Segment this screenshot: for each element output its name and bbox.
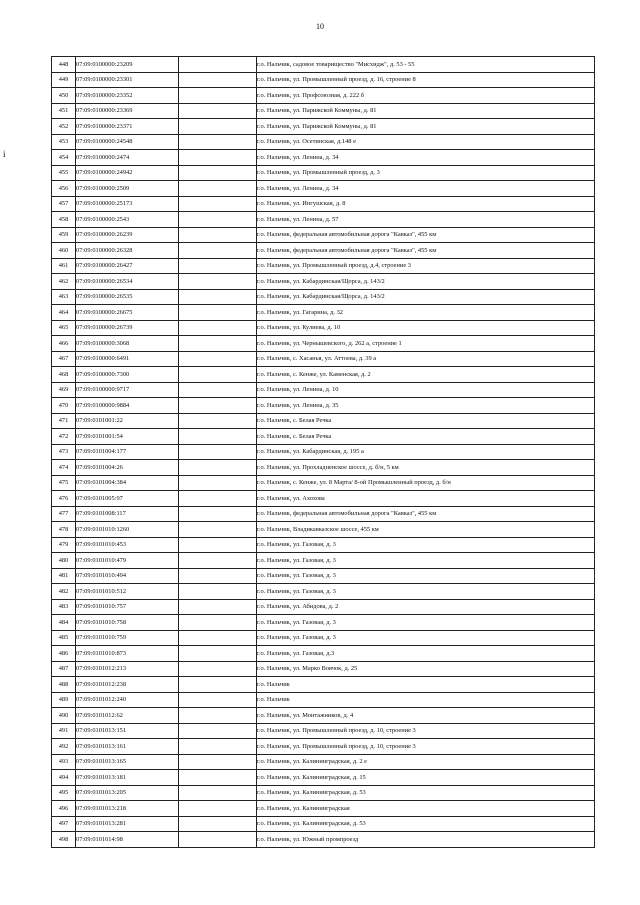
table-row <box>52 599 595 615</box>
row-number: 474 <box>52 460 76 476</box>
row-number: 483 <box>52 599 76 615</box>
address: г.о. Нальчик, с. Белая Речка <box>257 429 595 445</box>
cadastral-number: 07:09:0100000:2474 <box>76 150 179 166</box>
address: г.о. Нальчик <box>257 677 595 693</box>
page-number: 10 <box>316 22 324 31</box>
address: г.о. Нальчик, ул. Промышленный проезд, д. 16, строение 8 <box>257 72 595 88</box>
table-row <box>52 506 595 522</box>
cadastral-number: 07:09:0101014:98 <box>76 832 179 848</box>
cadastral-number: 07:09:0101013:218 <box>76 801 179 817</box>
table-row <box>52 305 595 321</box>
table-row <box>52 739 595 755</box>
table-row <box>52 785 595 801</box>
empty-cell <box>179 646 257 662</box>
empty-cell <box>179 227 257 243</box>
row-number: 455 <box>52 165 76 181</box>
row-number: 480 <box>52 553 76 569</box>
row-number: 475 <box>52 475 76 491</box>
empty-cell <box>179 460 257 476</box>
address: г.о. Нальчик, ул. Гагарина, д. 32 <box>257 305 595 321</box>
empty-cell <box>179 584 257 600</box>
cadastral-number: 07:09:0100000:23369 <box>76 103 179 119</box>
empty-cell <box>179 413 257 429</box>
cadastral-number: 07:09:0100000:26535 <box>76 289 179 305</box>
table-row <box>52 754 595 770</box>
cadastral-number: 07:09:0101001:22 <box>76 413 179 429</box>
address: г.о. Нальчик, Владикавказское шоссе, 455 км <box>257 522 595 538</box>
address: г.о. Нальчик, ул. Газовая, д. 3 <box>257 537 595 553</box>
cadastral-number: 07:09:0100000:7300 <box>76 367 179 383</box>
table-row <box>52 320 595 336</box>
empty-cell <box>179 134 257 150</box>
address: г.о. Нальчик, ул. Калининградская, д. 53 <box>257 785 595 801</box>
row-number: 481 <box>52 568 76 584</box>
address: г.о. Нальчик, ул. Газовая, д. 3 <box>257 615 595 631</box>
row-number: 457 <box>52 196 76 212</box>
cadastral-number: 07:09:0101013:161 <box>76 739 179 755</box>
address: г.о. Нальчик, ул. Промышленный проезд, д.4, строение 3 <box>257 258 595 274</box>
table-row <box>52 165 595 181</box>
address: г.о. Нальчик, ул. Ленина, д. 57 <box>257 212 595 228</box>
empty-cell <box>179 615 257 631</box>
empty-cell <box>179 444 257 460</box>
cadastral-number: 07:09:0101010:494 <box>76 568 179 584</box>
row-number: 470 <box>52 398 76 414</box>
empty-cell <box>179 196 257 212</box>
cadastral-number: 07:09:0100000:26328 <box>76 243 179 259</box>
row-number: 485 <box>52 630 76 646</box>
row-number: 468 <box>52 367 76 383</box>
address: г.о. Нальчик, ул. Ленина, д. 34 <box>257 181 595 197</box>
table-row <box>52 723 595 739</box>
table-row <box>52 537 595 553</box>
row-number: 464 <box>52 305 76 321</box>
table-row <box>52 134 595 150</box>
empty-cell <box>179 832 257 848</box>
empty-cell <box>179 785 257 801</box>
empty-cell <box>179 243 257 259</box>
table-row <box>52 444 595 460</box>
table-row <box>52 103 595 119</box>
cadastral-number: 07:09:0101001:54 <box>76 429 179 445</box>
cadastral-number: 07:09:0101004:177 <box>76 444 179 460</box>
table-row <box>52 181 595 197</box>
address: г.о. Нальчик, ул. Монтажников, д. 4 <box>257 708 595 724</box>
table-row <box>52 119 595 135</box>
address: г.о. Нальчик, ул. Ленина, д. 10 <box>257 382 595 398</box>
empty-cell <box>179 150 257 166</box>
empty-cell <box>179 165 257 181</box>
address: г.о. Нальчик, ул. Промышленный проезд, д. 10, строение 3 <box>257 723 595 739</box>
cadastral-number: 07:09:0100000:6491 <box>76 351 179 367</box>
row-number: 496 <box>52 801 76 817</box>
table-row <box>52 150 595 166</box>
row-number: 451 <box>52 103 76 119</box>
table-row <box>52 413 595 429</box>
address: г.о. Нальчик, ул. Газовая, д.3 <box>257 646 595 662</box>
empty-cell <box>179 692 257 708</box>
address: г.о. Нальчик, ул. Газовая, д. 3 <box>257 553 595 569</box>
table-row <box>52 630 595 646</box>
row-number: 463 <box>52 289 76 305</box>
table-row <box>52 429 595 445</box>
row-number: 472 <box>52 429 76 445</box>
table-row <box>52 584 595 600</box>
empty-cell <box>179 677 257 693</box>
cadastral-registry-table <box>51 56 595 848</box>
cadastral-number: 07:09:0100000:23209 <box>76 57 179 73</box>
table-row <box>52 832 595 848</box>
row-number: 479 <box>52 537 76 553</box>
empty-cell <box>179 537 257 553</box>
row-number: 493 <box>52 754 76 770</box>
row-number: 473 <box>52 444 76 460</box>
address: г.о. Нальчик, ул. Калининградская, д. 2 е <box>257 754 595 770</box>
cadastral-number: 07:09:0100000:26739 <box>76 320 179 336</box>
empty-cell <box>179 708 257 724</box>
empty-cell <box>179 553 257 569</box>
row-number: 459 <box>52 227 76 243</box>
empty-cell <box>179 336 257 352</box>
cadastral-number: 07:09:0100000:23352 <box>76 88 179 104</box>
address: г.о. Нальчик <box>257 692 595 708</box>
cadastral-number: 07:09:0101013:281 <box>76 816 179 832</box>
table-row <box>52 491 595 507</box>
empty-cell <box>179 258 257 274</box>
row-number: 466 <box>52 336 76 352</box>
cadastral-number: 07:09:0100000:25173 <box>76 196 179 212</box>
table-row <box>52 72 595 88</box>
cadastral-number: 07:09:0101012:238 <box>76 677 179 693</box>
empty-cell <box>179 491 257 507</box>
address: г.о. Нальчик, ул. Калининградская <box>257 801 595 817</box>
empty-cell <box>179 274 257 290</box>
row-number: 477 <box>52 506 76 522</box>
address: г.о. Нальчик, ул. Кабардинская/Щорса, д. 143/2 <box>257 274 595 290</box>
empty-cell <box>179 212 257 228</box>
address: г.о. Нальчик, ул. Профсоюзная, д. 222 б <box>257 88 595 104</box>
row-number: 478 <box>52 522 76 538</box>
cadastral-number: 07:09:0101010:1260 <box>76 522 179 538</box>
cadastral-number: 07:09:0101013:205 <box>76 785 179 801</box>
empty-cell <box>179 429 257 445</box>
empty-cell <box>179 522 257 538</box>
table-row <box>52 801 595 817</box>
address: г.о. Нальчик, ул. Газовая, д. 3 <box>257 630 595 646</box>
cadastral-number: 07:09:0101013:181 <box>76 770 179 786</box>
cadastral-number: 07:09:0100000:26427 <box>76 258 179 274</box>
table-row <box>52 289 595 305</box>
cadastral-number: 07:09:0101012:62 <box>76 708 179 724</box>
address: г.о. Нальчик, ул. Марко Вовчок, д. 25 <box>257 661 595 677</box>
cadastral-number: 07:09:0101013:165 <box>76 754 179 770</box>
row-number: 488 <box>52 677 76 693</box>
row-number: 490 <box>52 708 76 724</box>
address: г.о. Нальчик, с. Кенже, ул. 8 Марта/ 8-ой Промышленный проезд, д. б/н <box>257 475 595 491</box>
empty-cell <box>179 289 257 305</box>
row-number: 453 <box>52 134 76 150</box>
address: г.о. Нальчик, ул. Кабардинская/Щорса, д. 143/2 <box>257 289 595 305</box>
empty-cell <box>179 506 257 522</box>
table-row <box>52 398 595 414</box>
row-number: 486 <box>52 646 76 662</box>
table-row <box>52 522 595 538</box>
row-number: 476 <box>52 491 76 507</box>
cadastral-number: 07:09:0100000:26534 <box>76 274 179 290</box>
address: г.о. Нальчик, ул. Ингушская, д. 8 <box>257 196 595 212</box>
empty-cell <box>179 88 257 104</box>
address: г.о. Нальчик, ул. Парижской Коммуны, д. 81 <box>257 103 595 119</box>
address: г.о. Нальчик, ул. Абидова, д. 2 <box>257 599 595 615</box>
table-row <box>52 475 595 491</box>
table-row <box>52 258 595 274</box>
address: г.о. Нальчик, ул. Ленина, д. 34 <box>257 150 595 166</box>
row-number: 462 <box>52 274 76 290</box>
row-number: 495 <box>52 785 76 801</box>
cadastral-number: 07:09:0101010:758 <box>76 615 179 631</box>
row-number: 456 <box>52 181 76 197</box>
table-row <box>52 708 595 724</box>
cadastral-number: 07:09:0100000:2543 <box>76 212 179 228</box>
margin-mark: i <box>3 149 6 159</box>
table-row <box>52 196 595 212</box>
empty-cell <box>179 754 257 770</box>
empty-cell <box>179 770 257 786</box>
empty-cell <box>179 568 257 584</box>
cadastral-number: 07:09:0101012:240 <box>76 692 179 708</box>
table-row <box>52 661 595 677</box>
row-number: 460 <box>52 243 76 259</box>
empty-cell <box>179 599 257 615</box>
table-row <box>52 243 595 259</box>
empty-cell <box>179 475 257 491</box>
cadastral-number: 07:09:0100000:9884 <box>76 398 179 414</box>
table-row <box>52 615 595 631</box>
table-body <box>52 57 595 848</box>
table-row <box>52 57 595 73</box>
table-row <box>52 553 595 569</box>
address: г.о. Нальчик, с. Белая Речка <box>257 413 595 429</box>
cadastral-number: 07:09:0100000:2509 <box>76 181 179 197</box>
row-number: 449 <box>52 72 76 88</box>
cadastral-number: 07:09:0100000:9717 <box>76 382 179 398</box>
empty-cell <box>179 103 257 119</box>
address: г.о. Нальчик, федеральная автомобильная дорога "Кавказ", 455 км <box>257 243 595 259</box>
cadastral-number: 07:09:0100000:26675 <box>76 305 179 321</box>
table-row <box>52 227 595 243</box>
table-row <box>52 677 595 693</box>
row-number: 467 <box>52 351 76 367</box>
row-number: 452 <box>52 119 76 135</box>
address: г.о. Нальчик, ул. Газовая, д. 3 <box>257 584 595 600</box>
empty-cell <box>179 305 257 321</box>
cadastral-number: 07:09:0101010:512 <box>76 584 179 600</box>
empty-cell <box>179 398 257 414</box>
cadastral-number: 07:09:0101010:757 <box>76 599 179 615</box>
address: г.о. Нальчик, ул. Калининградская, д. 53 <box>257 816 595 832</box>
row-number: 484 <box>52 615 76 631</box>
address: г.о. Нальчик, ул. Кулиева, д. 10 <box>257 320 595 336</box>
table-row <box>52 568 595 584</box>
cadastral-number: 07:09:0101012:213 <box>76 661 179 677</box>
empty-cell <box>179 661 257 677</box>
row-number: 487 <box>52 661 76 677</box>
table-row <box>52 351 595 367</box>
address: г.о. Нальчик, ул. Южный промпроезд <box>257 832 595 848</box>
address: г.о. Нальчик, ул. Ахохова <box>257 491 595 507</box>
cadastral-number: 07:09:0101013:151 <box>76 723 179 739</box>
cadastral-number: 07:09:0101004:26 <box>76 460 179 476</box>
empty-cell <box>179 181 257 197</box>
cadastral-number: 07:09:0100000:3068 <box>76 336 179 352</box>
row-number: 494 <box>52 770 76 786</box>
row-number: 450 <box>52 88 76 104</box>
address: г.о. Нальчик, с. Хасанья, ул. Аттоева, д. 39 а <box>257 351 595 367</box>
address: г.о. Нальчик, ул. Ленина, д. 35 <box>257 398 595 414</box>
table-row <box>52 212 595 228</box>
address: г.о. Нальчик, ул. Парижской Коммуны, д. 81 <box>257 119 595 135</box>
cadastral-number: 07:09:0100000:24548 <box>76 134 179 150</box>
row-number: 469 <box>52 382 76 398</box>
row-number: 498 <box>52 832 76 848</box>
row-number: 448 <box>52 57 76 73</box>
address: г.о. Нальчик, ул. Калининградская, д. 15 <box>257 770 595 786</box>
cadastral-number: 07:09:0100000:26239 <box>76 227 179 243</box>
row-number: 497 <box>52 816 76 832</box>
cadastral-number: 07:09:0100000:23301 <box>76 72 179 88</box>
cadastral-number: 07:09:0101010:873 <box>76 646 179 662</box>
empty-cell <box>179 367 257 383</box>
row-number: 489 <box>52 692 76 708</box>
empty-cell <box>179 739 257 755</box>
table-row <box>52 382 595 398</box>
address: г.о. Нальчик, садовое товарищество "Мисхидж", д. 53 - 55 <box>257 57 595 73</box>
address: г.о. Нальчик, ул. Газовая, д. 3 <box>257 568 595 584</box>
table-row <box>52 816 595 832</box>
cadastral-number: 07:09:0101010:759 <box>76 630 179 646</box>
row-number: 492 <box>52 739 76 755</box>
table-row <box>52 770 595 786</box>
row-number: 461 <box>52 258 76 274</box>
row-number: 482 <box>52 584 76 600</box>
row-number: 491 <box>52 723 76 739</box>
cadastral-number: 07:09:0101008:117 <box>76 506 179 522</box>
row-number: 465 <box>52 320 76 336</box>
address: г.о. Нальчик, ул. Прохладненское шоссе, д. б/н, 5 км <box>257 460 595 476</box>
address: г.о. Нальчик, ул. Промышленный проезд, д. 10, строение 3 <box>257 739 595 755</box>
address: г.о. Нальчик, ул. Чернышевского, д. 262 а, строение 1 <box>257 336 595 352</box>
table-row <box>52 460 595 476</box>
address: г.о. Нальчик, с. Кенже, ул. Каменская, д. 2 <box>257 367 595 383</box>
empty-cell <box>179 351 257 367</box>
table-row <box>52 367 595 383</box>
empty-cell <box>179 119 257 135</box>
table-row <box>52 692 595 708</box>
empty-cell <box>179 801 257 817</box>
table-row <box>52 274 595 290</box>
address: г.о. Нальчик, ул. Кабардинская, д. 195 а <box>257 444 595 460</box>
empty-cell <box>179 382 257 398</box>
empty-cell <box>179 320 257 336</box>
empty-cell <box>179 72 257 88</box>
row-number: 454 <box>52 150 76 166</box>
address: г.о. Нальчик, федеральная автомобильная дорога "Кавказ", 455 км <box>257 506 595 522</box>
empty-cell <box>179 816 257 832</box>
address: г.о. Нальчик, федеральная автомобильная дорога "Кавказ", 455 км <box>257 227 595 243</box>
cadastral-number: 07:09:0101010:453 <box>76 537 179 553</box>
cadastral-number: 07:09:0100000:24942 <box>76 165 179 181</box>
address: г.о. Нальчик, ул. Осетинская, д.148 е <box>257 134 595 150</box>
cadastral-number: 07:09:0101010:479 <box>76 553 179 569</box>
cadastral-number: 07:09:0100000:23371 <box>76 119 179 135</box>
cadastral-number: 07:09:0101005:97 <box>76 491 179 507</box>
row-number: 471 <box>52 413 76 429</box>
table-row <box>52 336 595 352</box>
empty-cell <box>179 630 257 646</box>
address: г.о. Нальчик, ул. Промышленный проезд, д. 3 <box>257 165 595 181</box>
empty-cell <box>179 723 257 739</box>
empty-cell <box>179 57 257 73</box>
table-row <box>52 646 595 662</box>
table-row <box>52 88 595 104</box>
cadastral-number: 07:09:0101004:384 <box>76 475 179 491</box>
row-number: 458 <box>52 212 76 228</box>
